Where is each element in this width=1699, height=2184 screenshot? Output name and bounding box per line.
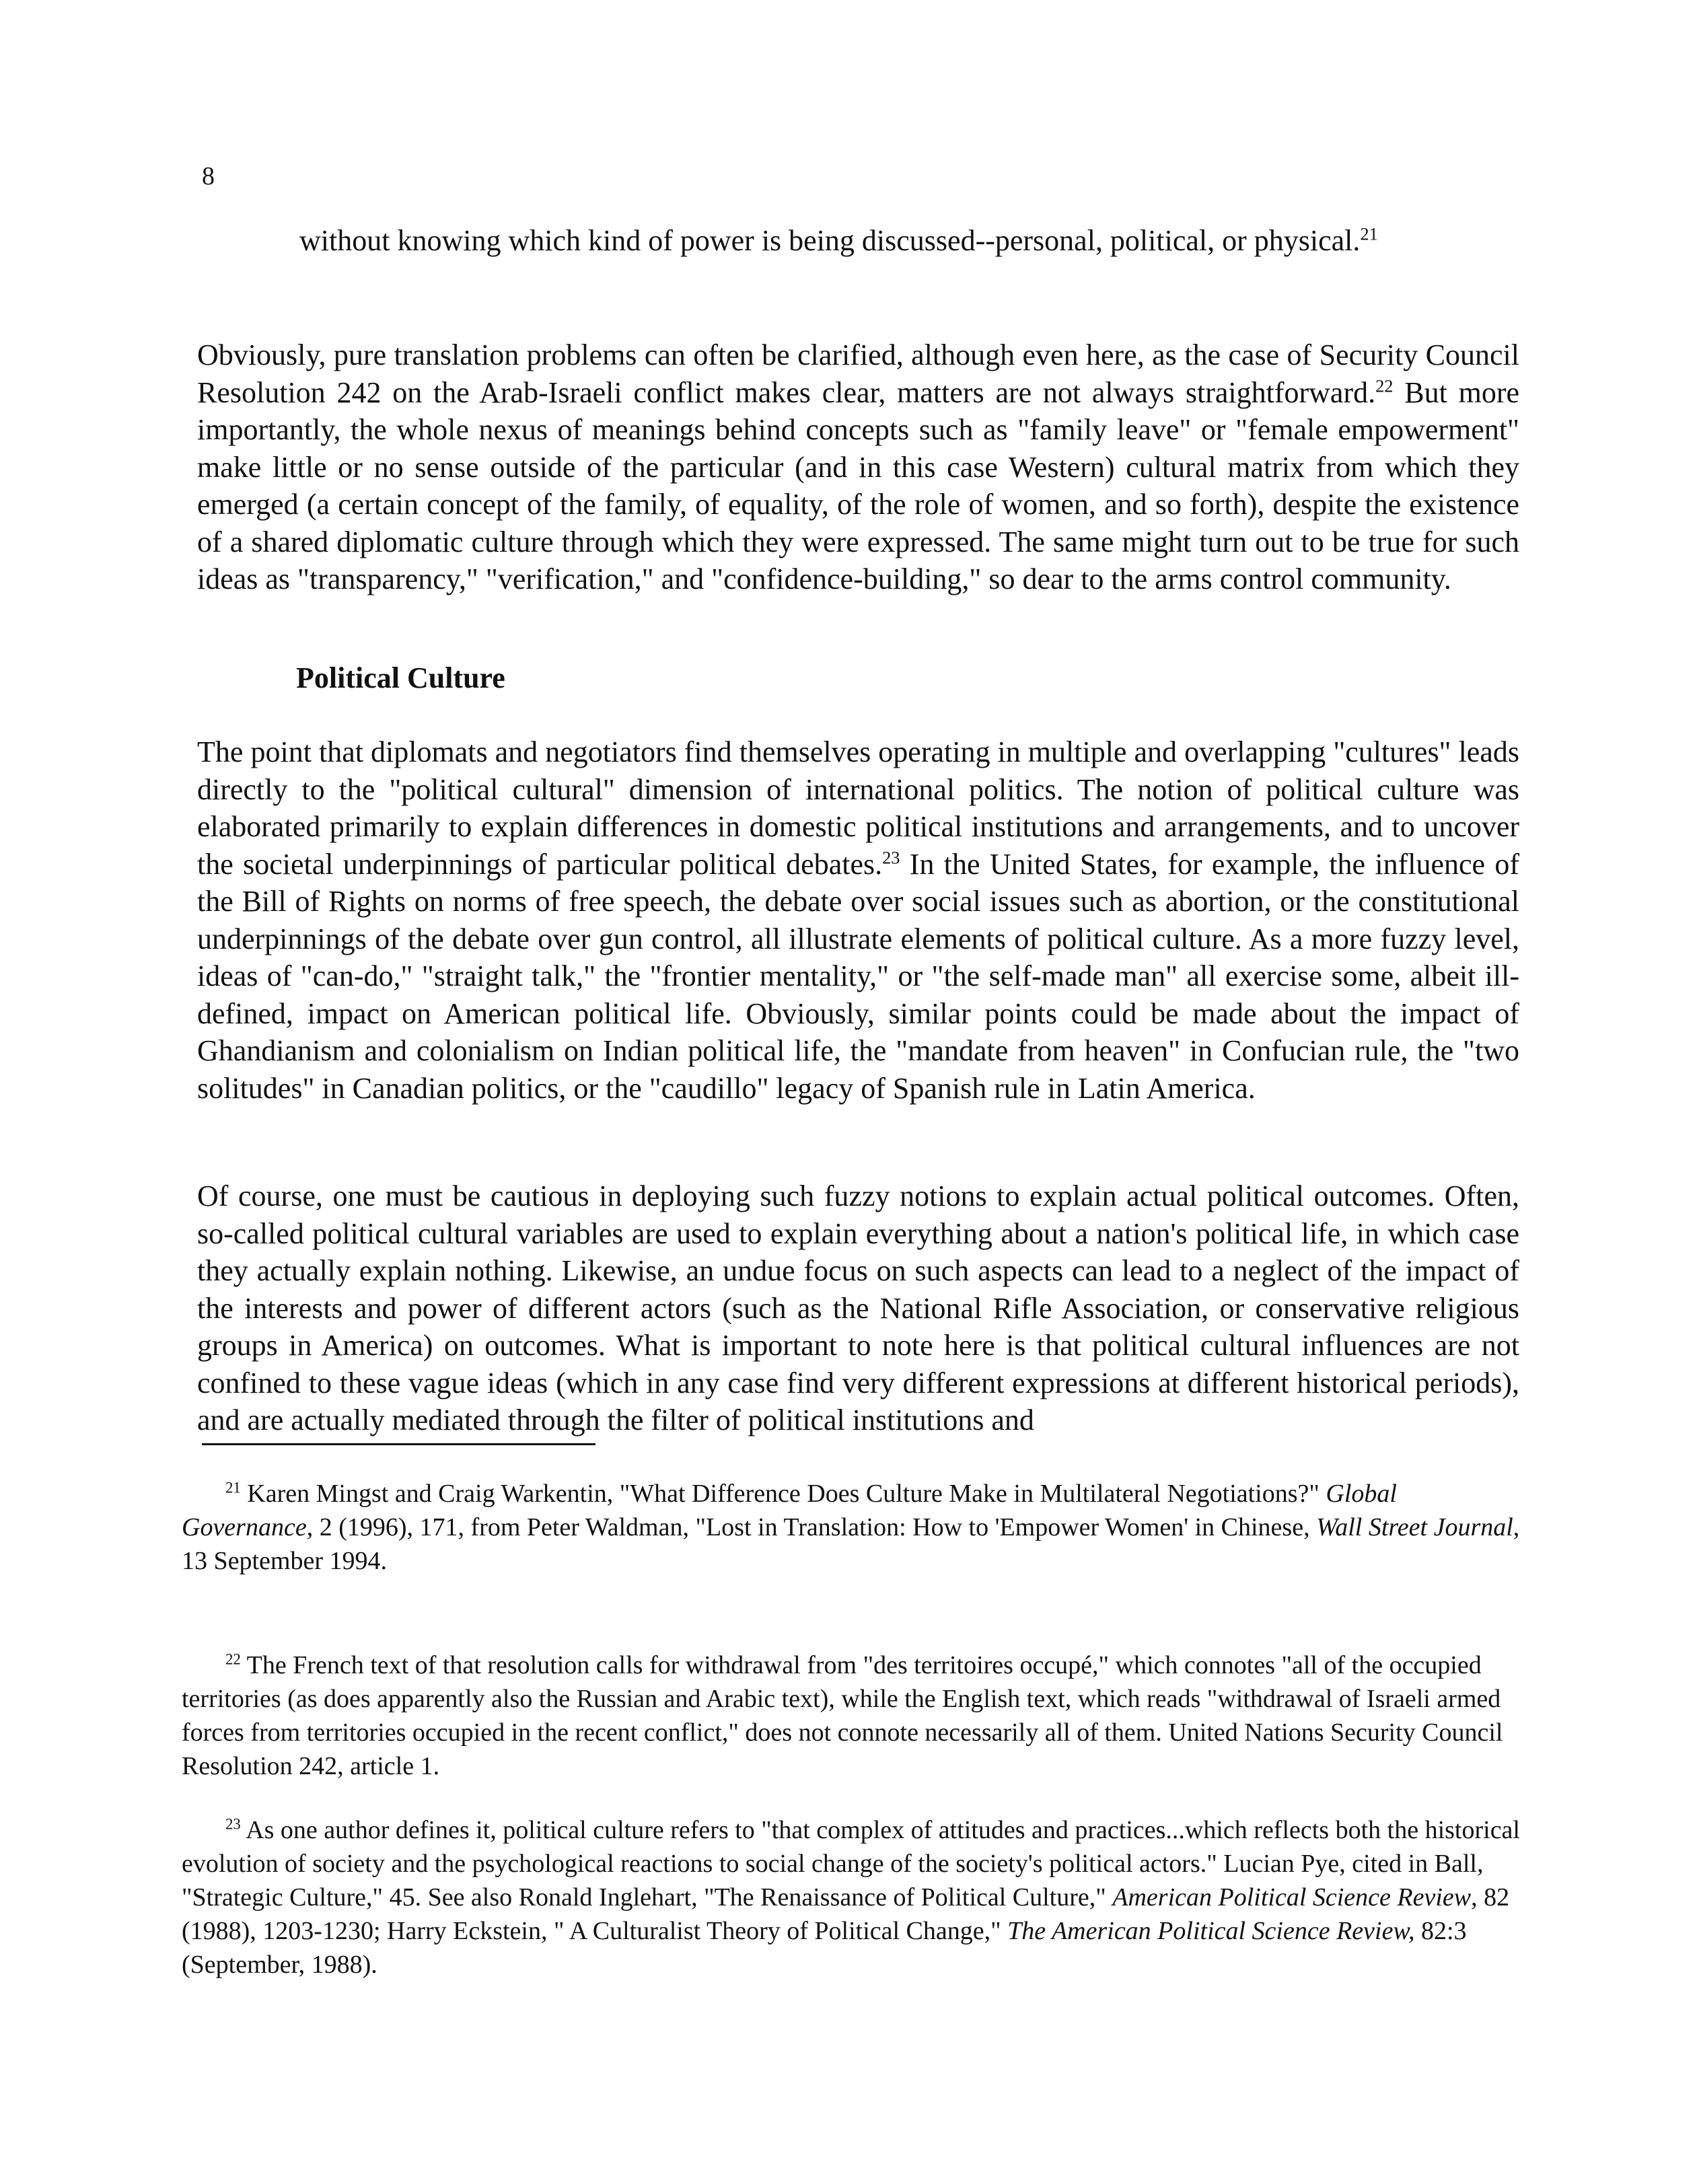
footnote-text: As one author defines it, political culture refers to "that complex of attitudes and practices...which reflects both the historical evolution of society and the psychological reactions to social change of the society's political actors." Lucian Pye, cited in Ball, "Strategic Culture," 45. See also Ronald Inglehart, "The Renaissance of Political Culture," [182,1816,1520,1912]
paragraph-text: The point that diplomats and negotiators find themselves operating in multiple and overlapping "cultures" leads directly to the "political cultural" dimension of international politics. The notion of political culture was elaborated primarily to explain differences in domestic political institutions and arrangements, and to uncover the societal underpinnings of particular political debates. [197,735,1519,881]
section-heading: Political Culture [296,661,505,694]
footnote-divider [202,1443,595,1445]
footnote-text: Karen Mingst and Craig Warkentin, "What Difference Does Culture Make in Multilateral Negotiations?" [240,1480,1326,1508]
footnote-ref: 21 [1360,223,1378,244]
footnote-number: 21 [225,1479,241,1496]
footnote-text: 82:3 (September, 1988). [182,1917,1467,1979]
paragraph-text: But more importantly, the whole nexus of meanings behind concepts such as "family leave" or "female empowerment" make little or no sense outside of the particular (and in this case Western) cultural matrix from which they emerged (a certain concept of the family, of equality, of the role of women, and so forth), despite the existence of a shared diplomatic culture through which they were expressed. The same might turn out to be true for such ideas as "transparency," "verification," and "confidence-building," so dear to the arms control community. [197,375,1519,595]
footnote-text: The French text of that resolution calls for withdrawal from "des territoires occupé," which connotes "all of the occupied territories (as does apparently also the Russian and Arabic text), while the English text, which reads "withdrawal of Israeli armed forces from territories occupied in the recent conflict," does not connote necessarily all of them. United Nations Security Council Resolution 242, article 1. [182,1651,1503,1780]
footnote-number: 22 [225,1650,241,1668]
footnote [182,1477,1521,1578]
footnote-text: , 82 (1988), 1203-1230; Harry Eckstein, " A Culturalist Theory of Political Change," [182,1883,1510,1945]
body-paragraph [197,336,1519,598]
footnote [182,1648,1521,1783]
footnote-text: , 2 (1996), 171, from Peter Waldman, "Lost in Translation: How to 'Empower Women' in Chinese, [306,1513,1317,1541]
footnote-text: , 13 September 1994. [182,1513,1520,1575]
body-paragraph: Of course, one must be cautious in deploying such fuzzy notions to explain actual political outcomes. Often, so-called political cultural variables are used to explain everything about a nation's political life, in which case they actually explain nothing. Likewise, an undue focus on such aspects can lead to a neglect of the impact of the interests and power of different actors (such as the National Rifle Association, or conservative religious groups in America) on outcomes. What is important to note here is that political cultural influences are not confined to these vague ideas (which in any case find very different expressions at different historical periods), and are actually mediated through the filter of political institutions and [197,1179,1519,1436]
paragraph-text: In the United States, for example, the influence of the Bill of Rights on norms of free speech, the debate over social issues such as abortion, or the constitutional underpinnings of the debate over gun control, all illustrate elements of political culture. As a more fuzzy level, ideas of "can-do," "straight talk," the "frontier mentality," or "the self-made man" all exercise some, albeit ill-defined, impact on American political life. Obviously, similar points could be made about the impact of Ghandianism and colonialism on Indian political life, the "mandate from heaven" in Confucian rule, the "two solitudes" in Canadian politics, or the "caudillo" legacy of Spanish rule in Latin America. [197,847,1520,1105]
block-quote [299,222,1443,260]
footnote-italic: American Political Science Review [1112,1883,1472,1912]
footnote [182,1813,1521,1981]
page-number: 8 [202,162,215,190]
footnote-italic: The American Political Science Review, [1007,1917,1415,1945]
block-quote-text: without knowing which kind of power is being discussed--personal, political, or physical. [299,224,1361,257]
footnote-italic: Global Governance [182,1480,1397,1541]
footnote-italic: Wall Street Journal [1316,1513,1513,1541]
footnote-ref: 23 [882,846,900,867]
paragraph-text: Obviously, pure translation problems can often be clarified, although even here, as the case of Security Council Resolution 242 on the Arab-Israeli conflict makes clear, matters are not always straightforward. [197,338,1519,409]
footnote-number: 23 [225,1815,241,1833]
footnote-ref: 22 [1375,375,1394,396]
body-paragraph [197,733,1519,1107]
